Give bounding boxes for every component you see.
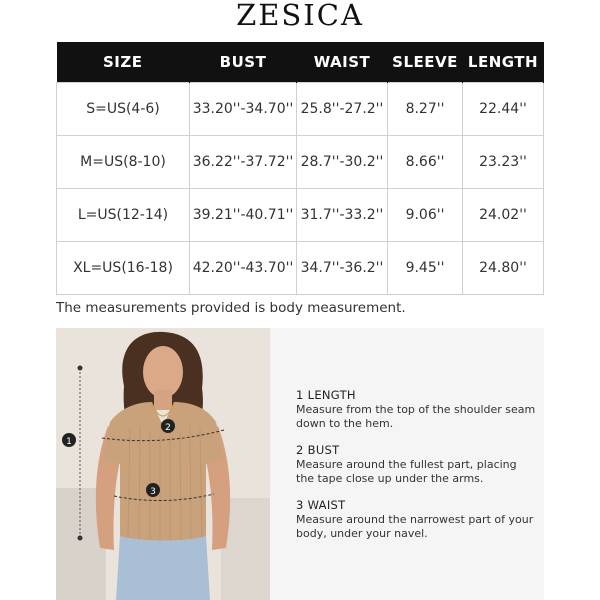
cell-bust: 39.21''-40.71'': [190, 189, 297, 242]
step-number: 1: [296, 388, 304, 402]
model-photo: [56, 328, 270, 600]
table-row: [57, 189, 544, 242]
cell-size: S=US(4-6): [57, 83, 190, 136]
cell-bust: 36.22''-37.72'': [190, 136, 297, 189]
cell-waist: 25.8''-27.2'': [297, 83, 388, 136]
step-title: LENGTH: [307, 388, 356, 402]
cell-length: 23.23'': [463, 136, 544, 189]
cell-sleeve: 8.27'': [388, 83, 463, 136]
step-title: BUST: [307, 443, 340, 457]
step-bust: [296, 443, 536, 486]
table-row: [57, 242, 544, 295]
step-number: 3: [296, 498, 304, 512]
step-waist: [296, 498, 536, 541]
cell-waist: 28.7''-30.2'': [297, 136, 388, 189]
marker-1-label: 1: [66, 437, 72, 447]
jeans-shape: [116, 536, 210, 600]
cell-bust: 33.20''-34.70'': [190, 83, 297, 136]
cell-size: L=US(12-14): [57, 189, 190, 242]
cell-length: 24.80'': [463, 242, 544, 295]
cell-waist: 34.7''-36.2'': [297, 242, 388, 295]
cell-length: 22.44'': [463, 83, 544, 136]
table-row: [57, 136, 544, 189]
size-chart-table: [56, 42, 544, 295]
measurement-guide-panel: [56, 328, 544, 600]
cell-bust: 42.20''-43.70'': [190, 242, 297, 295]
cell-sleeve: 8.66'': [388, 136, 463, 189]
model-illustration: [56, 328, 270, 600]
cell-length: 24.02'': [463, 189, 544, 242]
cell-size: M=US(8-10): [57, 136, 190, 189]
header-bust: BUST: [190, 42, 297, 83]
step-description: Measure from the top of the shoulder seam down to the hem.: [296, 403, 536, 430]
step-number: 2: [296, 443, 304, 457]
step-title: WAIST: [307, 498, 346, 512]
table-row: [57, 83, 544, 136]
step-length: [296, 388, 536, 431]
marker-2-label: 2: [165, 423, 171, 433]
cell-sleeve: 9.06'': [388, 189, 463, 242]
step-description: Measure around the narrowest part of your body, under your navel.: [296, 513, 534, 540]
header-sleeve: SLEEVE: [388, 42, 463, 83]
cell-waist: 31.7''-33.2'': [297, 189, 388, 242]
measurement-note: The measurements provided is body measurement.: [56, 300, 406, 316]
measurement-steps: [296, 388, 536, 553]
table-header-row: [57, 42, 544, 83]
cell-sleeve: 9.45'': [388, 242, 463, 295]
brand-logo: ZESICA: [236, 0, 364, 32]
header-waist: WAIST: [297, 42, 388, 83]
header-length: LENGTH: [463, 42, 544, 83]
header-size: SIZE: [57, 42, 190, 83]
step-description: Measure around the fullest part, placing the tape close up under the arms.: [296, 458, 517, 485]
marker-3-label: 3: [150, 487, 156, 497]
cell-size: XL=US(16-18): [57, 242, 190, 295]
